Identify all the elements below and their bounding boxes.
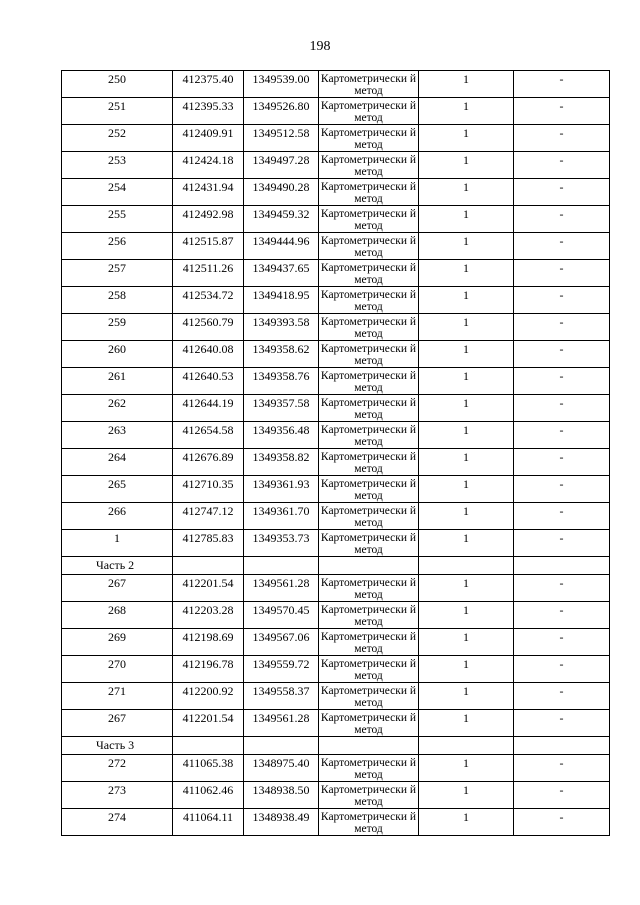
table-row — [62, 530, 610, 557]
x-coordinate-cell: 412676.89 — [173, 449, 244, 476]
method-cell: Картометрически й метод — [319, 341, 419, 368]
y-coordinate-cell: 1348938.49 — [244, 809, 319, 836]
accuracy-cell: 1 — [419, 314, 514, 341]
y-coordinate-cell: 1349444.96 — [244, 233, 319, 260]
y-coordinate-cell: 1349358.62 — [244, 341, 319, 368]
accuracy-cell: 1 — [419, 629, 514, 656]
method-cell: Картометрически й метод — [319, 260, 419, 287]
accuracy-cell: 1 — [419, 755, 514, 782]
note-cell: - — [514, 656, 610, 683]
accuracy-cell: 1 — [419, 503, 514, 530]
point-number-cell: 273 — [62, 782, 173, 809]
y-coordinate-cell: 1349526.80 — [244, 98, 319, 125]
point-number-cell: 265 — [62, 476, 173, 503]
point-number-cell: 267 — [62, 575, 173, 602]
note-cell: - — [514, 125, 610, 152]
accuracy-cell: 1 — [419, 287, 514, 314]
method-cell: Картометрически й метод — [319, 710, 419, 737]
point-number-cell: 261 — [62, 368, 173, 395]
note-cell: - — [514, 809, 610, 836]
note-cell: - — [514, 71, 610, 98]
x-coordinate-cell: 412644.19 — [173, 395, 244, 422]
table-row — [62, 98, 610, 125]
y-coordinate-cell: 1349358.76 — [244, 368, 319, 395]
note-cell: - — [514, 710, 610, 737]
x-coordinate-cell: 412203.28 — [173, 602, 244, 629]
point-number-cell: 266 — [62, 503, 173, 530]
point-number-cell: 270 — [62, 656, 173, 683]
table-row — [62, 575, 610, 602]
point-number-cell: 251 — [62, 98, 173, 125]
point-number-cell: 274 — [62, 809, 173, 836]
y-coordinate-cell: 1349567.06 — [244, 629, 319, 656]
x-coordinate-cell: 412654.58 — [173, 422, 244, 449]
table-row — [62, 422, 610, 449]
accuracy-cell: 1 — [419, 341, 514, 368]
method-cell: Картометрически й метод — [319, 179, 419, 206]
part-label: Часть 3 — [62, 737, 173, 755]
accuracy-cell: 1 — [419, 152, 514, 179]
x-coordinate-cell: 412431.94 — [173, 179, 244, 206]
empty-cell — [319, 737, 419, 755]
method-cell: Картометрически й метод — [319, 503, 419, 530]
note-cell: - — [514, 782, 610, 809]
x-coordinate-cell: 411062.46 — [173, 782, 244, 809]
table-row — [62, 476, 610, 503]
point-number-cell: 272 — [62, 755, 173, 782]
method-cell: Картометрически й метод — [319, 125, 419, 152]
accuracy-cell: 1 — [419, 782, 514, 809]
point-number-cell: 250 — [62, 71, 173, 98]
coordinates-table-body — [62, 71, 610, 836]
table-row — [62, 152, 610, 179]
y-coordinate-cell: 1349539.00 — [244, 71, 319, 98]
y-coordinate-cell: 1349357.58 — [244, 395, 319, 422]
x-coordinate-cell: 412747.12 — [173, 503, 244, 530]
method-cell: Картометрически й метод — [319, 233, 419, 260]
point-number-cell: 252 — [62, 125, 173, 152]
y-coordinate-cell: 1349356.48 — [244, 422, 319, 449]
y-coordinate-cell: 1349559.72 — [244, 656, 319, 683]
y-coordinate-cell: 1348975.40 — [244, 755, 319, 782]
point-number-cell: 253 — [62, 152, 173, 179]
point-number-cell: 257 — [62, 260, 173, 287]
point-number-cell: 269 — [62, 629, 173, 656]
table-row — [62, 233, 610, 260]
table-row — [62, 71, 610, 98]
note-cell: - — [514, 449, 610, 476]
empty-cell — [514, 737, 610, 755]
y-coordinate-cell: 1349361.93 — [244, 476, 319, 503]
x-coordinate-cell: 412492.98 — [173, 206, 244, 233]
note-cell: - — [514, 341, 610, 368]
note-cell: - — [514, 314, 610, 341]
note-cell: - — [514, 629, 610, 656]
coordinates-table — [61, 70, 610, 836]
y-coordinate-cell: 1349437.65 — [244, 260, 319, 287]
accuracy-cell: 1 — [419, 602, 514, 629]
method-cell: Картометрически й метод — [319, 287, 419, 314]
method-cell: Картометрически й метод — [319, 395, 419, 422]
y-coordinate-cell: 1349393.58 — [244, 314, 319, 341]
x-coordinate-cell: 411064.11 — [173, 809, 244, 836]
y-coordinate-cell: 1349459.32 — [244, 206, 319, 233]
y-coordinate-cell: 1349497.28 — [244, 152, 319, 179]
accuracy-cell: 1 — [419, 233, 514, 260]
note-cell: - — [514, 287, 610, 314]
point-number-cell: 255 — [62, 206, 173, 233]
point-number-cell: 1 — [62, 530, 173, 557]
note-cell: - — [514, 179, 610, 206]
part-header-row — [62, 557, 610, 575]
accuracy-cell: 1 — [419, 368, 514, 395]
accuracy-cell: 1 — [419, 125, 514, 152]
x-coordinate-cell: 412201.54 — [173, 575, 244, 602]
method-cell: Картометрически й метод — [319, 314, 419, 341]
method-cell: Картометрически й метод — [319, 755, 419, 782]
x-coordinate-cell: 412534.72 — [173, 287, 244, 314]
note-cell: - — [514, 233, 610, 260]
y-coordinate-cell: 1349561.28 — [244, 575, 319, 602]
x-coordinate-cell: 412409.91 — [173, 125, 244, 152]
note-cell: - — [514, 602, 610, 629]
x-coordinate-cell: 412200.92 — [173, 683, 244, 710]
point-number-cell: 264 — [62, 449, 173, 476]
table-row — [62, 503, 610, 530]
method-cell: Картометрически й метод — [319, 476, 419, 503]
empty-cell — [319, 557, 419, 575]
note-cell: - — [514, 260, 610, 287]
point-number-cell: 256 — [62, 233, 173, 260]
table-row — [62, 260, 610, 287]
note-cell: - — [514, 755, 610, 782]
x-coordinate-cell: 412395.33 — [173, 98, 244, 125]
accuracy-cell: 1 — [419, 575, 514, 602]
table-row — [62, 206, 610, 233]
table-row — [62, 629, 610, 656]
note-cell: - — [514, 395, 610, 422]
y-coordinate-cell: 1349358.82 — [244, 449, 319, 476]
x-coordinate-cell: 412640.53 — [173, 368, 244, 395]
table-row — [62, 314, 610, 341]
method-cell: Картометрически й метод — [319, 449, 419, 476]
accuracy-cell: 1 — [419, 449, 514, 476]
point-number-cell: 254 — [62, 179, 173, 206]
point-number-cell: 268 — [62, 602, 173, 629]
method-cell: Картометрически й метод — [319, 575, 419, 602]
accuracy-cell: 1 — [419, 422, 514, 449]
method-cell: Картометрически й метод — [319, 368, 419, 395]
table-row — [62, 809, 610, 836]
accuracy-cell: 1 — [419, 710, 514, 737]
point-number-cell: 263 — [62, 422, 173, 449]
part-label: Часть 2 — [62, 557, 173, 575]
x-coordinate-cell: 412198.69 — [173, 629, 244, 656]
note-cell: - — [514, 575, 610, 602]
y-coordinate-cell: 1349353.73 — [244, 530, 319, 557]
table-row — [62, 602, 610, 629]
table-row — [62, 287, 610, 314]
accuracy-cell: 1 — [419, 260, 514, 287]
x-coordinate-cell: 411065.38 — [173, 755, 244, 782]
y-coordinate-cell: 1348938.50 — [244, 782, 319, 809]
empty-cell — [244, 557, 319, 575]
y-coordinate-cell: 1349570.45 — [244, 602, 319, 629]
note-cell: - — [514, 206, 610, 233]
note-cell: - — [514, 422, 610, 449]
note-cell: - — [514, 503, 610, 530]
table-row — [62, 341, 610, 368]
note-cell: - — [514, 683, 610, 710]
accuracy-cell: 1 — [419, 809, 514, 836]
y-coordinate-cell: 1349361.70 — [244, 503, 319, 530]
point-number-cell: 267 — [62, 710, 173, 737]
accuracy-cell: 1 — [419, 530, 514, 557]
y-coordinate-cell: 1349490.28 — [244, 179, 319, 206]
method-cell: Картометрически й метод — [319, 422, 419, 449]
x-coordinate-cell: 412196.78 — [173, 656, 244, 683]
table-row — [62, 395, 610, 422]
empty-cell — [173, 557, 244, 575]
method-cell: Картометрически й метод — [319, 656, 419, 683]
point-number-cell: 262 — [62, 395, 173, 422]
point-number-cell: 271 — [62, 683, 173, 710]
note-cell: - — [514, 530, 610, 557]
accuracy-cell: 1 — [419, 206, 514, 233]
table-row — [62, 656, 610, 683]
table-row — [62, 755, 610, 782]
y-coordinate-cell: 1349561.28 — [244, 710, 319, 737]
page-number: 198 — [309, 39, 331, 54]
x-coordinate-cell: 412560.79 — [173, 314, 244, 341]
note-cell: - — [514, 476, 610, 503]
point-number-cell: 259 — [62, 314, 173, 341]
method-cell: Картометрически й метод — [319, 602, 419, 629]
accuracy-cell: 1 — [419, 71, 514, 98]
method-cell: Картометрически й метод — [319, 629, 419, 656]
empty-cell — [419, 557, 514, 575]
empty-cell — [419, 737, 514, 755]
x-coordinate-cell: 412375.40 — [173, 71, 244, 98]
x-coordinate-cell: 412424.18 — [173, 152, 244, 179]
x-coordinate-cell: 412511.26 — [173, 260, 244, 287]
table-row — [62, 683, 610, 710]
accuracy-cell: 1 — [419, 656, 514, 683]
method-cell: Картометрически й метод — [319, 530, 419, 557]
x-coordinate-cell: 412710.35 — [173, 476, 244, 503]
accuracy-cell: 1 — [419, 395, 514, 422]
table-row — [62, 179, 610, 206]
x-coordinate-cell: 412201.54 — [173, 710, 244, 737]
empty-cell — [514, 557, 610, 575]
method-cell: Картометрически й метод — [319, 98, 419, 125]
table-row — [62, 449, 610, 476]
part-header-row — [62, 737, 610, 755]
x-coordinate-cell: 412515.87 — [173, 233, 244, 260]
note-cell: - — [514, 98, 610, 125]
x-coordinate-cell: 412785.83 — [173, 530, 244, 557]
point-number-cell: 260 — [62, 341, 173, 368]
method-cell: Картометрически й метод — [319, 152, 419, 179]
table-row — [62, 710, 610, 737]
table-row — [62, 368, 610, 395]
accuracy-cell: 1 — [419, 683, 514, 710]
table-row — [62, 782, 610, 809]
x-coordinate-cell: 412640.08 — [173, 341, 244, 368]
point-number-cell: 258 — [62, 287, 173, 314]
accuracy-cell: 1 — [419, 179, 514, 206]
empty-cell — [173, 737, 244, 755]
accuracy-cell: 1 — [419, 98, 514, 125]
y-coordinate-cell: 1349558.37 — [244, 683, 319, 710]
accuracy-cell: 1 — [419, 476, 514, 503]
y-coordinate-cell: 1349512.58 — [244, 125, 319, 152]
method-cell: Картометрически й метод — [319, 71, 419, 98]
empty-cell — [244, 737, 319, 755]
note-cell: - — [514, 368, 610, 395]
y-coordinate-cell: 1349418.95 — [244, 287, 319, 314]
table-row — [62, 125, 610, 152]
method-cell: Картометрически й метод — [319, 206, 419, 233]
method-cell: Картометрически й метод — [319, 782, 419, 809]
method-cell: Картометрически й метод — [319, 809, 419, 836]
note-cell: - — [514, 152, 610, 179]
method-cell: Картометрически й метод — [319, 683, 419, 710]
